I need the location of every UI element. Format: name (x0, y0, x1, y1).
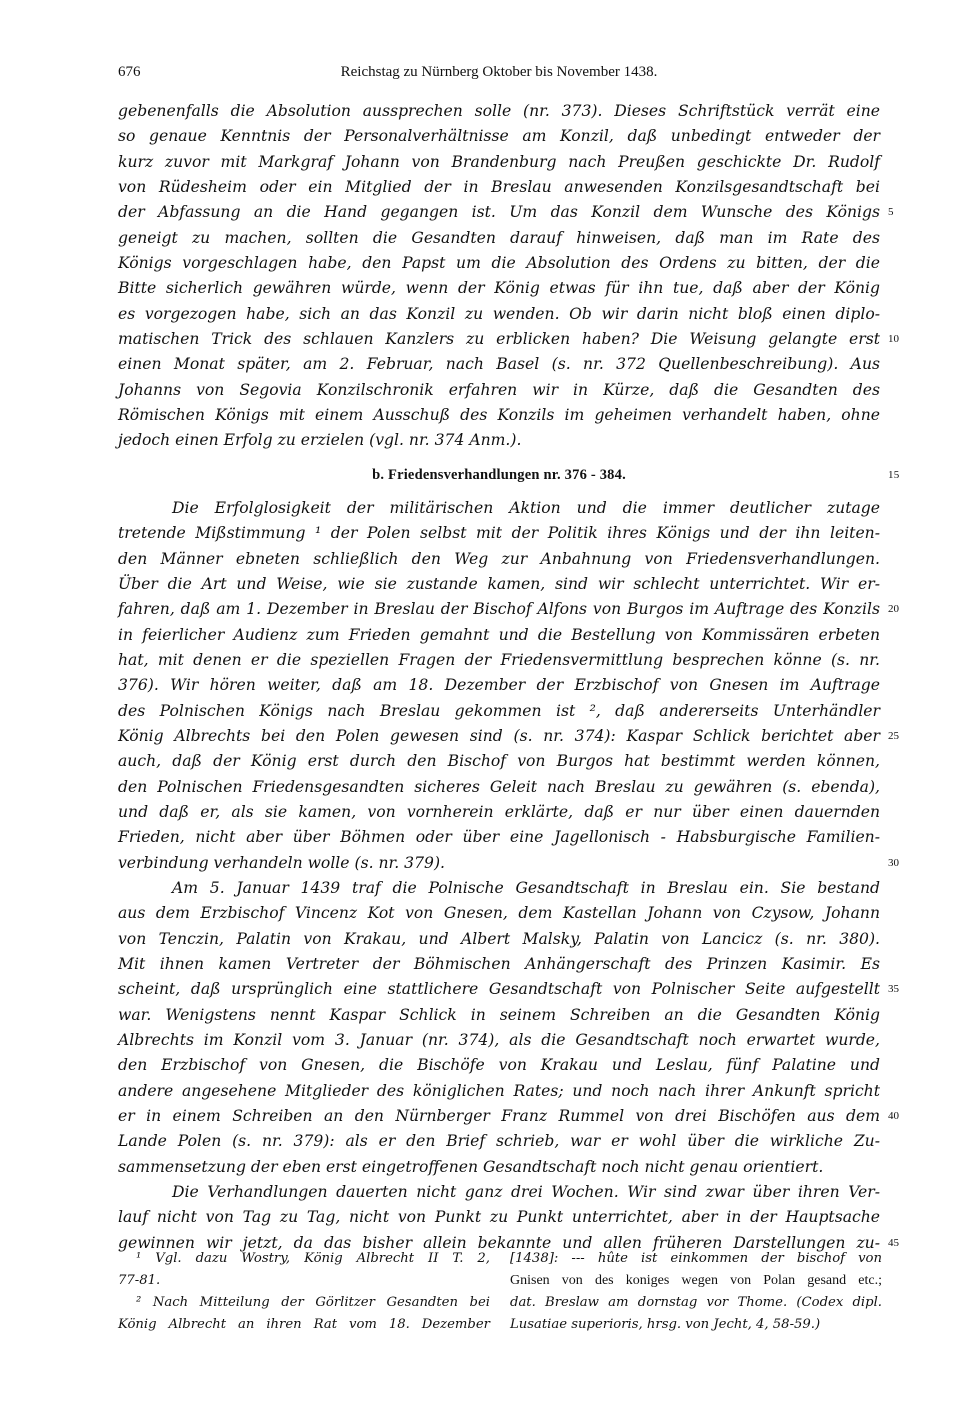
line-text: Römischen Königs mit einem Ausschuß des Konzils im geheimen verhandelt haben, ohne (118, 406, 880, 425)
line-text: Lande Polen (s. nr. 379): als er den Brief schrieb, war er wohl über die wirkliche Zu- (118, 1132, 880, 1151)
text-line (118, 200, 894, 225)
text-line (118, 327, 899, 352)
text-line (118, 1003, 880, 1028)
text-line (118, 226, 880, 251)
line-text: König Albrechts bei den Polen gewesen sind (s. nr. 374): Kaspar Schlick berichtet aber (118, 726, 880, 745)
text-line (118, 648, 880, 673)
text-line (118, 749, 880, 774)
line-text: geneigt zu machen, sollten die Gesandten darauf hinweisen, daß man im Rate des (118, 228, 880, 247)
line-text: Frieden, nicht aber über Böhmen oder über eine Jagellonisch - Habsburgische Familien- (118, 828, 880, 847)
line-text: den Polnischen Friedensgesandten sicheres Geleit nach Breslau zu gewähren (s. ebenda), (118, 777, 880, 796)
line-text: gewinnen wir jetzt, da das bisher allein bekannte und allen früheren Darstellungen zu- (118, 1233, 880, 1252)
main-text (118, 99, 900, 1256)
line-text: lauf nicht von Tag zu Tag, nicht von Punkt zu Punkt unterrichtet, aber in der Hauptsache (118, 1208, 880, 1227)
text-line (118, 800, 880, 825)
line-text: den Männer ebneten schließlich den Weg zur Anbahnung von Friedensverhandlungen. (118, 549, 880, 568)
text-line (118, 1180, 880, 1205)
text-line (118, 597, 899, 622)
line-text: des Polnischen Königs nach Breslau gekommen ist ², daß andererseits Unterhändler (118, 701, 880, 720)
text-line (118, 673, 880, 698)
footnote-line: dat. Breslaw am dornstag vor Thome. (Codex dipl. (510, 1295, 882, 1310)
text-line (118, 1079, 880, 1104)
page-number: 676 (118, 64, 141, 80)
line-number: 40 (888, 1110, 899, 1123)
line-text: fahren, daß am 1. Dezember in Breslau der Bischof Alfons von Burgos im Auftrage des Konzils (118, 600, 880, 619)
line-text: von Tenczin, Palatin von Krakau, und Albert Malsky, Palatin von Lancicz (s. nr. 380). (118, 929, 880, 948)
line-number: 5 (888, 206, 894, 219)
line-number: 35 (888, 983, 899, 996)
line-text: einen Monat später, am 2. Februar, nach Basel (s. nr. 372 Quellenbeschreibung). Aus (118, 355, 880, 374)
text-line (118, 251, 880, 276)
text-line (118, 1053, 880, 1078)
line-text: in feierlicher Audienz zum Frieden gemahnt und die Bestellung von Kommissären erbeten (118, 625, 880, 644)
text-line (118, 699, 880, 724)
line-number: 15 (888, 468, 900, 481)
text-line (118, 1129, 880, 1154)
footnotes-left-column (118, 1248, 490, 1336)
text-line (118, 521, 880, 546)
text-line (118, 124, 880, 149)
text-line (118, 1028, 880, 1053)
line-text: Bitte sicherlich gewähren würde, wenn der König etwas für ihn tue, daß aber der König (118, 279, 880, 298)
text-line (118, 1205, 880, 1230)
line-text: aus dem Erzbischof Vincenz Kot von Gnesen, dem Kastellan Johann von Czysow, Johann (118, 904, 880, 923)
text-line (118, 403, 880, 428)
line-text: verbindung verhandeln wolle (s. nr. 379). (118, 853, 445, 872)
text-line (118, 952, 880, 977)
text-line (118, 623, 880, 648)
text-line (118, 724, 899, 749)
line-text: Albrechts im Konzil vom 3. Januar (nr. 374), als die Gesandtschaft noch erwartet wurde, (118, 1031, 880, 1050)
text-line (118, 99, 880, 124)
footnote-line: ² Nach Mitteilung der Görlitzer Gesandten bei (136, 1295, 490, 1310)
text-line (118, 1155, 880, 1180)
text-line (118, 496, 880, 521)
line-text: Am 5. Januar 1439 traf die Polnische Gesandtschaft in Breslau ein. Sie bestand (172, 878, 880, 897)
line-text: gebenenfalls die Absolution aussprechen solle (nr. 373). Dieses Schriftstück verrät eine (118, 102, 880, 120)
text-line (118, 276, 880, 301)
line-text: matischen Trick des schlauen Kanzlers zu erblicken haben? Die Weisung gelangte erst (118, 330, 880, 349)
line-number: 25 (888, 729, 899, 742)
text-line (118, 851, 899, 876)
line-text: auch, daß der König erst durch den Bischof von Burgos hat bestimmt werden können, (118, 752, 880, 771)
line-text: Königs vorgeschlagen habe, den Papst um die Absolution des Ordens zu bitten, der die (118, 254, 880, 273)
footnote-line: Gnisen von des koniges wegen von Polan gesand etc.; (510, 1273, 882, 1288)
line-text: sammensetzung der eben erst eingetroffenen Gesandtschaft noch nicht genau orientiert. (118, 1157, 824, 1176)
line-text: den Erzbischof von Gnesen, die Bischöfe von Krakau und Leslau, fünf Palatine und (118, 1056, 880, 1075)
text-line (118, 572, 880, 597)
text-line (118, 378, 880, 403)
text-line (118, 175, 880, 200)
text-line (118, 775, 880, 800)
footnote-line: [1438]: --- hûte ist einkommen der bischof von (510, 1251, 882, 1266)
text-line (118, 927, 880, 952)
line-text: es vorgezogen habe, sich an das Konzil zu wenden. Ob wir darin nicht bloß einen diplo- (118, 304, 880, 323)
text-line (118, 1104, 899, 1129)
footnotes-right-column (510, 1248, 882, 1336)
line-number: 20 (888, 603, 899, 616)
text-line (118, 825, 880, 850)
running-title: Reichstag zu Nürnberg Oktober bis November 1438. (340, 64, 658, 80)
text-line (118, 352, 880, 377)
text-line (118, 428, 880, 453)
line-text: kurz zuvor mit Markgraf Johann von Brandenburg nach Preußen geschickte Dr. Rudolf (118, 152, 880, 171)
line-text: Die Erfolglosigkeit der militärischen Aktion und die immer deutlicher zutage (172, 498, 880, 517)
line-text: jedoch einen Erfolg zu erzielen (vgl. nr. 374 Anm.). (118, 431, 522, 450)
line-number: 45 (888, 1236, 899, 1249)
line-text: Johanns von Segovia Konzilschronik erfahren wir in Kürze, daß die Gesandten des (118, 380, 880, 399)
line-text: andere angesehene Mitglieder des königlichen Rates; und noch nach ihrer Ankunft spricht (118, 1081, 880, 1100)
page-header (118, 64, 880, 86)
text-line (118, 876, 880, 901)
footnotes (118, 1248, 882, 1336)
line-text: Mit ihnen kamen Vertreter der Böhmischen Anhängerschaft des Prinzen Kasimir. Es (118, 955, 880, 973)
line-text: und daß er, als sie kamen, von vornherein erklärte, daß er nur über einen dauernden (118, 802, 880, 821)
line-text: Die Verhandlungen dauerten nicht ganz drei Wochen. Wir sind zwar über ihren Ver- (172, 1183, 880, 1202)
line-text: er in einem Schreiben an den Nürnberger Franz Rummel von drei Bischöfen aus dem (118, 1107, 880, 1126)
line-number: 10 (888, 333, 899, 346)
text-line (118, 302, 880, 327)
footnote-line: 77-81. (118, 1273, 161, 1288)
line-text: von Rüdesheim oder ein Mitglied der in Breslau anwesenden Konzilsgesandtschaft bei (118, 178, 880, 197)
text-line (118, 901, 880, 926)
footnote-line: ¹ Vgl. dazu Wostry, König Albrecht II T. 2, (136, 1251, 490, 1266)
footnote-line: Lusatiae superioris, hrsg. von Jecht, 4, 58-59.) (510, 1317, 821, 1332)
line-text: Über die Art und Weise, wie sie zustande kamen, sind wir schlecht unterrichtet. Wir er- (118, 574, 880, 593)
text-line (118, 547, 880, 572)
line-text: war. Wenigstens nennt Kaspar Schlick in seinem Schreiben an die Gesandten König (118, 1005, 880, 1024)
section-heading-text: b. Friedensverhandlungen nr. 376 - 384. (372, 466, 626, 483)
line-text: so genaue Kenntnis der Personalverhältnisse am Konzil, daß unbedingt entweder der (118, 127, 880, 146)
line-text: 376). Wir hören weiter, daß am 18. Dezember der Erzbischof von Gnesen im Auftrage (118, 676, 880, 695)
line-text: scheint, daß ursprünglich eine stattlichere Gesandtschaft von Polnischer Seite aufgestellt (118, 980, 880, 999)
section-heading (118, 454, 900, 496)
text-line (118, 150, 880, 175)
line-number: 30 (888, 856, 899, 869)
line-text: hat, mit denen er die speziellen Fragen der Friedensvermittlung besprechen könne (s. nr. (118, 650, 880, 669)
text-line (118, 977, 899, 1002)
line-text: der Abfassung an die Hand gegangen ist. Um das Konzil dem Wunsche des Königs (118, 203, 880, 222)
footnote-line: König Albrecht an ihren Rat vom 18. Dezember (118, 1317, 490, 1332)
line-text: tretende Mißstimmung ¹ der Polen selbst mit der Politik ihres Königs und der ihn leiten- (118, 524, 880, 543)
